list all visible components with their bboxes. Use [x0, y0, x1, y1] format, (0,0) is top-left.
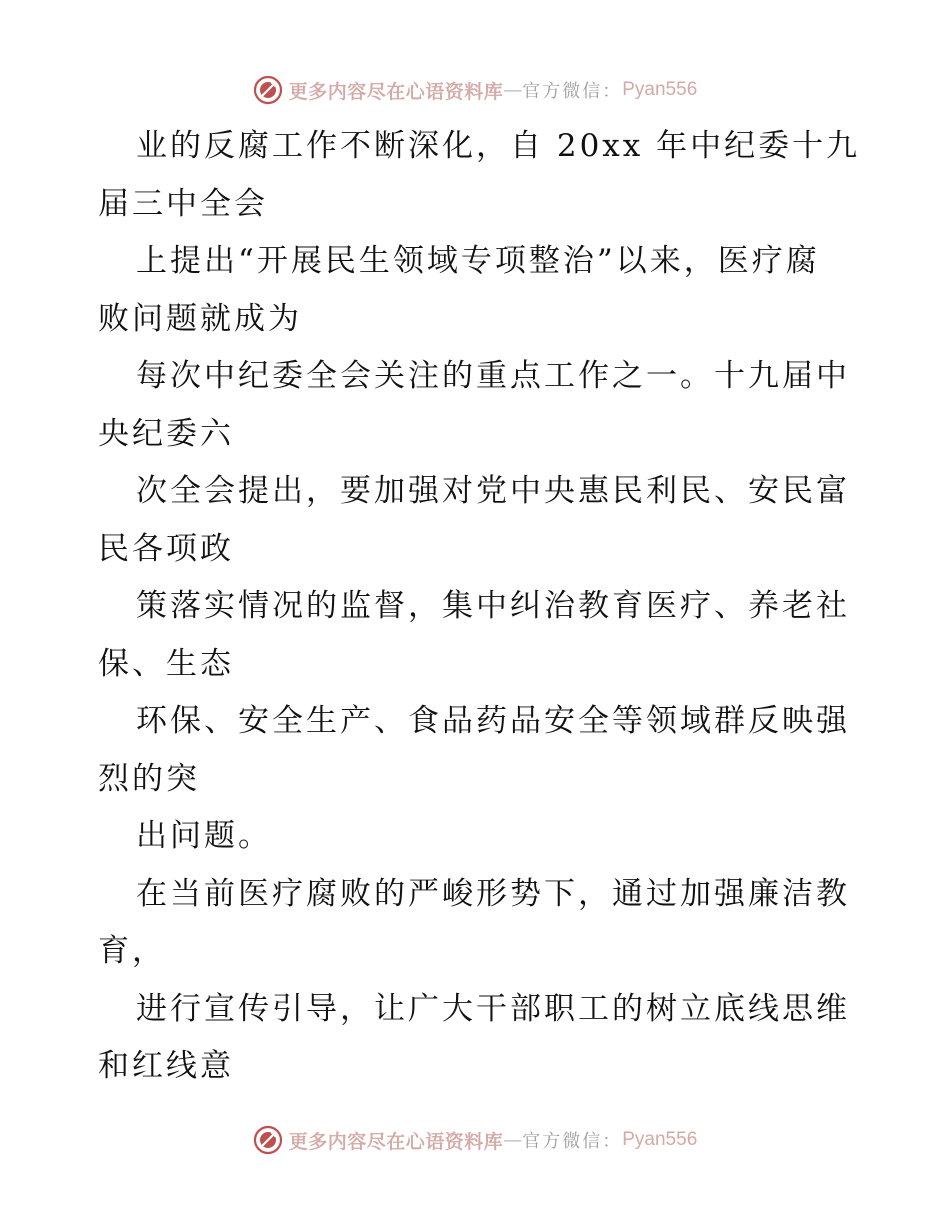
red-seal-logo-icon [253, 75, 283, 105]
body-text-line: 败问题就成为 [98, 300, 302, 337]
watermark-dash: — [503, 1129, 523, 1151]
body-text-line: 每次中纪委全会关注的重点工作之一。十九届中 [136, 358, 850, 394]
watermark-brand-text: 更多内容尽在心语资料库 [288, 1130, 504, 1153]
watermark-official-label: 官方微信： [522, 81, 623, 102]
page-footer-watermark [0, 1118, 950, 1162]
body-text-line: 次全会提出，要加强对党中央惠民利民、安民富 [136, 473, 850, 509]
body-text-line: 烈的突 [98, 760, 200, 797]
body-text-line: 民各项政 [98, 530, 234, 567]
watermark-wechat-id: Pyan556 [622, 79, 698, 100]
body-text-line: 环保、安全生产、食品药品安全等领域群反映强 [136, 703, 850, 739]
body-text-line: 进行宣传引导，让广大干部职工的树立底线思维 [136, 990, 850, 1027]
body-text-line: 上提出“开展民生领域专项整治”以来，医疗腐 [136, 243, 820, 279]
watermark-dash: — [503, 79, 523, 101]
body-text-line: 在当前医疗腐败的严峻形势下，通过加强廉洁教 [136, 875, 850, 912]
body-text-line: 和红线意 [98, 1048, 234, 1084]
watermark-brand-text: 更多内容尽在心语资料库 [288, 80, 504, 103]
body-text-line: 业的反腐工作不断深化，自 20xx 年中纪委十九 [136, 128, 861, 164]
page-header-watermark [0, 68, 950, 112]
body-text-line: 届三中全会 [98, 185, 268, 222]
watermark-official-label: 官方微信： [522, 1131, 623, 1152]
body-text-line: 策落实情况的监督，集中纠治教育医疗、养老社 [136, 588, 850, 624]
watermark-wechat-id: Pyan556 [622, 1129, 698, 1150]
body-text-line: 央纪委六 [98, 415, 234, 452]
body-text-line: 育， [98, 933, 166, 969]
red-seal-logo-icon [253, 1125, 283, 1155]
document-body [98, 118, 861, 1096]
body-text-line: 出问题。 [136, 818, 272, 854]
body-text-line: 保、生态 [98, 645, 234, 682]
